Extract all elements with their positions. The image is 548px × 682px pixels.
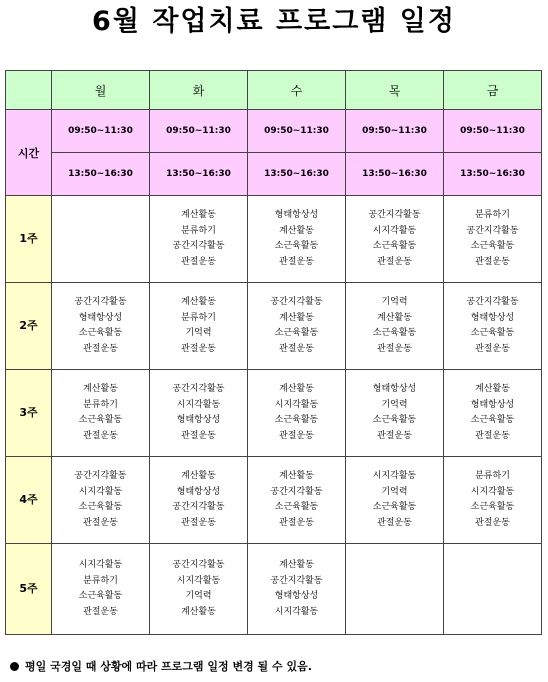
activity-item: 소근육활동	[274, 502, 319, 512]
activity-item: 관절운동	[279, 343, 314, 354]
activity-item: 소근육활동	[470, 415, 515, 425]
week-row	[6, 457, 542, 544]
day-header-wed: 수	[248, 71, 346, 110]
activity-item: 관절운동	[279, 517, 314, 528]
activity-item: 관절운동	[83, 430, 118, 441]
schedule-cell	[150, 370, 248, 457]
week-row	[6, 283, 542, 370]
week-label: 4주	[6, 457, 52, 544]
activity-item: 계산활동	[279, 225, 314, 236]
activity-item: 관절운동	[475, 343, 510, 354]
week-row	[6, 544, 542, 635]
activity-item: 분류하기	[83, 575, 118, 586]
activity-item: 관절운동	[181, 256, 216, 267]
activity-item: 관절운동	[279, 256, 314, 267]
time-row-morning	[6, 110, 542, 153]
time-slot-cell: 09:50~11:30	[248, 110, 346, 153]
activity-item: 관절운동	[279, 430, 314, 441]
week-label: 1주	[6, 196, 52, 283]
schedule-cell	[150, 457, 248, 544]
schedule-cell	[52, 370, 150, 457]
activity-item: 소근육활동	[78, 415, 123, 425]
activity-item: 관절운동	[475, 430, 510, 441]
activity-item: 관절운동	[83, 343, 118, 354]
time-label: 시간	[6, 110, 52, 196]
schedule-table	[5, 70, 542, 635]
activity-item: 기억력	[381, 297, 408, 307]
footnote-text: 평일 국경일 때 상황에 따라 프로그램 일정 변경 될 수 있음.	[25, 660, 312, 673]
activity-item: 계산활동	[83, 384, 118, 394]
activity-item: 소근육활동	[78, 591, 123, 601]
schedule-cell	[52, 196, 150, 283]
time-slot-cell: 13:50~16:30	[150, 153, 248, 196]
activity-item: 관절운동	[377, 256, 412, 267]
activity-item: 계산활동	[279, 560, 314, 570]
schedule-cell	[444, 283, 542, 370]
activity-item: 소근육활동	[78, 502, 123, 512]
activity-item: 소근육활동	[470, 241, 515, 251]
schedule-cell	[52, 283, 150, 370]
activity-item: 공간지각활동	[172, 560, 225, 570]
activity-item: 계산활동	[181, 297, 216, 307]
activity-item: 형태항상성	[274, 591, 319, 601]
time-slot-cell: 13:50~16:30	[346, 153, 444, 196]
schedule-cell	[346, 544, 444, 635]
activity-item: 계산활동	[279, 312, 314, 323]
time-slot-cell: 09:50~11:30	[346, 110, 444, 153]
activity-item: 분류하기	[181, 312, 216, 323]
activity-item: 기억력	[185, 591, 212, 601]
week-row	[6, 196, 542, 283]
activity-item: 관절운동	[181, 343, 216, 354]
schedule-cell	[248, 196, 346, 283]
corner-cell	[6, 71, 52, 110]
bullet-icon	[10, 662, 19, 671]
schedule-cell	[52, 544, 150, 635]
activity-item: 계산활동	[377, 312, 412, 323]
activity-item: 형태항상성	[470, 312, 515, 323]
activity-item: 시지각활동	[78, 486, 123, 497]
activity-item: 소근육활동	[78, 328, 123, 338]
activity-item: 형태항상성	[176, 415, 221, 425]
week-row	[6, 370, 542, 457]
time-slot-cell: 09:50~11:30	[52, 110, 150, 153]
schedule-cell	[248, 283, 346, 370]
day-header-mon: 월	[52, 71, 150, 110]
time-row-afternoon	[6, 153, 542, 196]
schedule-cell	[52, 457, 150, 544]
day-header-thu: 목	[346, 71, 444, 110]
schedule-cell	[150, 196, 248, 283]
activity-item: 소근육활동	[372, 328, 417, 338]
activity-item: 공간지각활동	[270, 486, 323, 497]
activity-item: 소근육활동	[274, 415, 319, 425]
activity-item: 소근육활동	[372, 241, 417, 251]
activity-item: 시지각활동	[176, 575, 221, 586]
activity-item: 공간지각활동	[172, 502, 225, 512]
schedule-cell	[444, 457, 542, 544]
weeks-body	[6, 196, 542, 635]
activity-item: 기억력	[185, 328, 212, 338]
activity-item: 소근육활동	[470, 328, 515, 338]
day-header-fri: 금	[444, 71, 542, 110]
activity-item: 기억력	[381, 399, 408, 410]
activity-item: 시지각활동	[78, 560, 123, 570]
schedule-cell	[346, 457, 444, 544]
activity-item: 공간지각활동	[270, 297, 323, 307]
activity-item: 형태항상성	[176, 486, 221, 497]
activity-item: 시지각활동	[372, 471, 417, 481]
time-slot-cell: 13:50~16:30	[444, 153, 542, 196]
schedule-cell	[444, 196, 542, 283]
activity-item: 공간지각활동	[172, 241, 225, 251]
activity-item: 공간지각활동	[172, 384, 225, 394]
activity-item: 기억력	[381, 486, 408, 497]
activity-item: 관절운동	[181, 430, 216, 441]
activity-item: 관절운동	[475, 256, 510, 267]
activity-item: 시지각활동	[470, 486, 515, 497]
activity-item: 계산활동	[279, 384, 314, 394]
schedule-cell	[346, 283, 444, 370]
activity-item: 계산활동	[181, 210, 216, 220]
activity-item: 관절운동	[83, 606, 118, 617]
day-header-tue: 화	[150, 71, 248, 110]
activity-item: 형태항상성	[470, 399, 515, 410]
week-label: 2주	[6, 283, 52, 370]
schedule-cell	[346, 196, 444, 283]
activity-item: 시지각활동	[372, 225, 417, 236]
activity-item: 분류하기	[83, 399, 118, 410]
activity-item: 관절운동	[377, 343, 412, 354]
activity-item: 소근육활동	[372, 415, 417, 425]
time-slot-cell: 13:50~16:30	[248, 153, 346, 196]
activity-item: 공간지각활동	[466, 297, 519, 307]
schedule-cell	[346, 370, 444, 457]
activity-item: 관절운동	[475, 517, 510, 528]
activity-item: 분류하기	[475, 471, 510, 481]
activity-item: 관절운동	[181, 517, 216, 528]
page-title: 6월 작업치료 프로그램 일정	[92, 6, 456, 37]
time-slot-cell: 09:50~11:30	[444, 110, 542, 153]
schedule-cell	[150, 283, 248, 370]
activity-item: 계산활동	[181, 471, 216, 481]
activity-item: 공간지각활동	[74, 471, 127, 481]
activity-item: 공간지각활동	[466, 225, 519, 236]
activity-item: 시지각활동	[274, 399, 319, 410]
activity-item: 소근육활동	[274, 328, 319, 338]
activity-item: 공간지각활동	[270, 575, 323, 586]
activity-item: 소근육활동	[274, 241, 319, 251]
day-header-row	[6, 71, 542, 110]
activity-item: 형태항상성	[78, 312, 123, 323]
activity-item: 소근육활동	[372, 502, 417, 512]
activity-item: 소근육활동	[470, 502, 515, 512]
activity-item: 관절운동	[83, 517, 118, 528]
activity-item: 형태항상성	[372, 384, 417, 394]
activity-item: 형태항상성	[274, 210, 319, 220]
time-slot-cell: 09:50~11:30	[150, 110, 248, 153]
activity-item: 관절운동	[377, 517, 412, 528]
schedule-cell	[150, 544, 248, 635]
schedule-cell	[248, 457, 346, 544]
activity-item: 공간지각활동	[368, 210, 421, 220]
week-label: 5주	[6, 544, 52, 635]
activity-item: 계산활동	[475, 384, 510, 394]
activity-item: 계산활동	[279, 471, 314, 481]
schedule-cell	[444, 544, 542, 635]
activity-item: 분류하기	[475, 210, 510, 220]
activity-item: 분류하기	[181, 225, 216, 236]
activity-item: 관절운동	[377, 430, 412, 441]
activity-item: 계산활동	[181, 606, 216, 617]
activity-item: 시지각활동	[274, 606, 319, 617]
activity-item: 시지각활동	[176, 399, 221, 410]
activity-item: 공간지각활동	[74, 297, 127, 307]
footnote	[10, 658, 312, 674]
schedule-cell	[248, 370, 346, 457]
schedule-cell	[248, 544, 346, 635]
time-slot-cell: 13:50~16:30	[52, 153, 150, 196]
schedule-cell	[444, 370, 542, 457]
week-label: 3주	[6, 370, 52, 457]
